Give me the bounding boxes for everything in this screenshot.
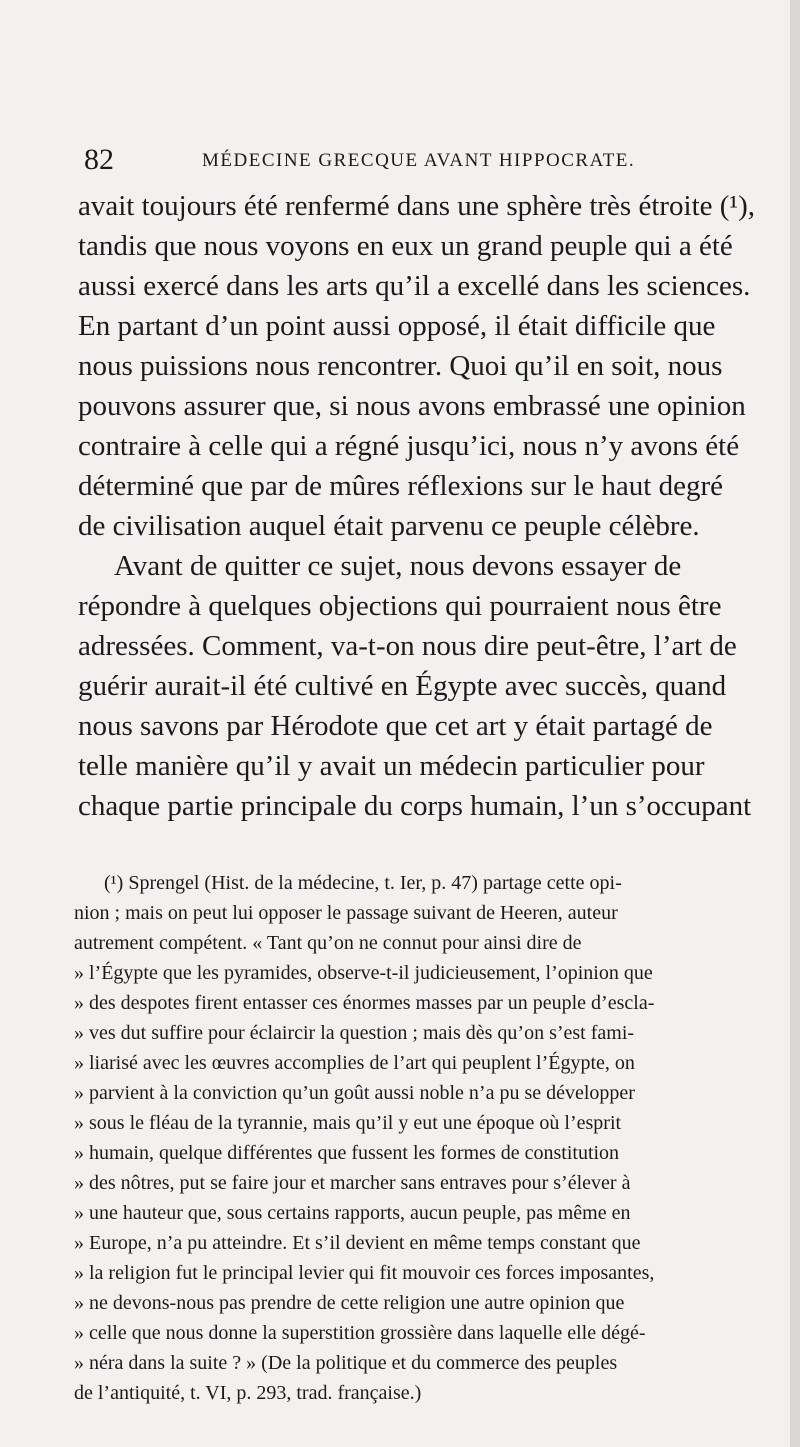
- body-text: [78, 186, 758, 826]
- footnote-line: » ves dut suffire pour éclaircir la question ; mais dès qu’on s’est fami-: [74, 1022, 635, 1044]
- footnote: [74, 868, 748, 1408]
- text-line: tandis que nous voyons en eux un grand peuple qui a été: [78, 230, 733, 262]
- text-line: aussi exercé dans les arts qu’il a excellé dans les sciences.: [78, 270, 751, 302]
- running-head: MÉDECINE GRECQUE AVANT HIPPOCRATE.: [202, 150, 636, 171]
- footnote-line: » une hauteur que, sous certains rapports, aucun peuple, pas même en: [74, 1202, 631, 1224]
- footnote-line: » parvient à la conviction qu’un goût aussi noble n’a pu se développer: [74, 1082, 635, 1104]
- page-number: 82: [84, 143, 114, 176]
- text-line: de civilisation auquel était parvenu ce peuple célèbre.: [78, 510, 700, 542]
- text-line: avait toujours été renfermé dans une sphère très étroite (¹),: [78, 190, 756, 222]
- footnote-line: » Europe, n’a pu atteindre. Et s’il devient en même temps constant que: [74, 1232, 641, 1254]
- text-line: nous savons par Hérodote que cet art y était partagé de: [78, 710, 713, 742]
- footnote-line: (¹) Sprengel (Hist. de la médecine, t. Ier, p. 47) partage cette opi-: [104, 872, 622, 894]
- text-line: contraire à celle qui a régné jusqu’ici, nous n’y avons été: [78, 430, 740, 462]
- text-line: telle manière qu’il y avait un médecin particulier pour: [78, 750, 705, 782]
- footnote-line: » liarisé avec les œuvres accomplies de l’art qui peuplent l’Égypte, on: [74, 1052, 635, 1074]
- text-line: déterminé que par de mûres réflexions sur le haut degré: [78, 470, 723, 502]
- footnote-line: de l’antiquité, t. VI, p. 293, trad. française.): [74, 1382, 422, 1404]
- text-line: répondre à quelques objections qui pourraient nous être: [78, 590, 722, 622]
- text-line: guérir aurait-il été cultivé en Égypte avec succès, quand: [78, 670, 727, 702]
- page-header: [84, 140, 744, 180]
- footnote-line: » néra dans la suite ? » (De la politique et du commerce des peuples: [74, 1352, 618, 1374]
- text-line: Avant de quitter ce sujet, nous devons essayer de: [114, 550, 682, 582]
- footnote-line: » celle que nous donne la superstition grossière dans laquelle elle dégé-: [74, 1322, 646, 1344]
- footnote-line: autrement compétent. « Tant qu’on ne connut pour ainsi dire de: [74, 932, 582, 954]
- footnote-line: » des nôtres, put se faire jour et marcher sans entraves pour s’élever à: [74, 1172, 631, 1194]
- footnote-line: » sous le fléau de la tyrannie, mais qu’il y eut une époque où l’esprit: [74, 1112, 622, 1134]
- footnote-line: » la religion fut le principal levier qui fit mouvoir ces forces imposantes,: [74, 1262, 655, 1284]
- footnote-line: » ne devons-nous pas prendre de cette religion une autre opinion que: [74, 1292, 625, 1314]
- footnote-line: nion ; mais on peut lui opposer le passage suivant de Heeren, auteur: [74, 902, 618, 924]
- footnote-line: » humain, quelque différentes que fussent les formes de constitution: [74, 1142, 620, 1164]
- footnote-line: » des despotes firent entasser ces énormes masses par un peuple d’escla-: [74, 992, 655, 1014]
- footnote-line: » l’Égypte que les pyramides, observe-t-il judicieusement, l’opinion que: [74, 962, 653, 984]
- page-edge: [790, 0, 800, 1447]
- text-line: En partant d’un point aussi opposé, il était difficile que: [78, 310, 716, 342]
- text-line: nous puissions nous rencontrer. Quoi qu’il en soit, nous: [78, 350, 723, 382]
- text-line: chaque partie principale du corps humain, l’un s’occupant: [78, 790, 752, 822]
- text-line: adressées. Comment, va-t-on nous dire peut-être, l’art de: [78, 630, 737, 662]
- text-line: pouvons assurer que, si nous avons embrassé une opinion: [78, 390, 746, 422]
